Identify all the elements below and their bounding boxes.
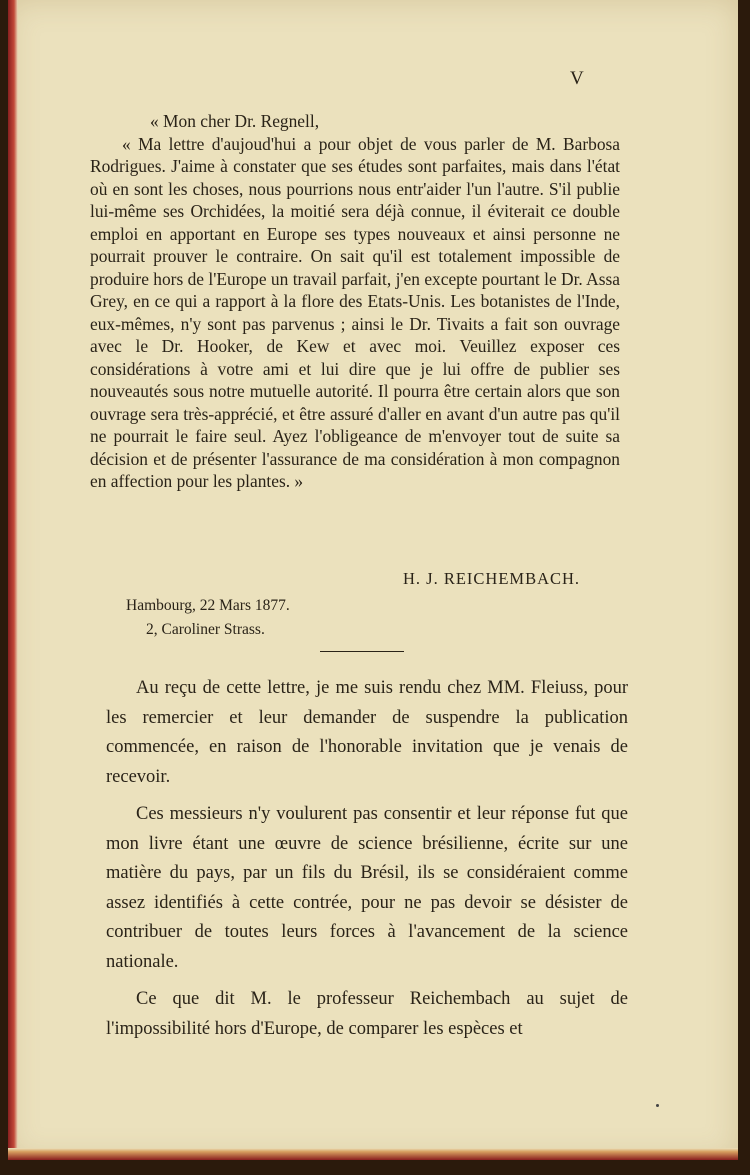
letter-place-date: Hambourg, 22 Mars 1877. xyxy=(126,597,290,614)
body-paragraph: Ces messieurs n'y voulurent pas consentir et leur réponse fut que mon livre étant une œuvre de science brésilienne, écrite sur une matière du pays, par un fils du Brésil, ils se considéraient comme assez identifiés à cette contrée, pour ne pas devoir se désister de contribuer de toutes leurs forces à l'avancement de la science nationale. xyxy=(106,804,628,972)
body-paragraph: Au reçu de cette lettre, je me suis rendu chez MM. Fleiuss, pour les remercier et leur demander de suspendre la publication commencée, en raison de l'honorable invitation que je venais de recevoir. xyxy=(106,678,628,787)
page-edge-left xyxy=(8,0,18,1160)
body-paragraph: Ce que dit M. le professeur Reichembach au sujet de l'impossibilité hors d'Europe, de comparer les espèces et xyxy=(106,989,628,1039)
letter-body: « Ma lettre d'aujoud'hui a pour objet de vous parler de M. Barbosa Rodrigues. J'aime à constater que ses études sont parfaites, mais dans l'état où en sont les choses, nous pourrions nous entr'aider l'un l'autre. S'il publie lui-même ses Orchidées, la moitié sera déjà connue, il éviterait ce double emploi en apportant en Europe ses types nouveaux et ainsi personne ne pourrait prouver le contraire. On sait qu'il est totalement impossible de produire hors de l'Europe un travail parfait, j'en excepte pourtant le Dr. Assa Grey, en ce qui a rapport à la flore des Etats-Unis. Les botanistes de l'Inde, eux-mêmes, n'y sont pas parvenus ; ainsi le Dr. Tivaits a fait son ouvrage avec le Dr. Hooker, de Kew et avec moi. Veuillez exposer ces considérations à votre ami et lui dire que je lui offre de publier ses nouveautés sous notre mutuelle autorité. Il pourra être certain alors que son ouvrage sera très-apprécié, et être assuré d'aller en avant d'un autre pas qu'il ne pourrait le faire seul. Ayez l'obligeance de m'envoyer tout de suite sa décision et de présenter l'assurance de ma considération à mon compagnon en affection pour les plantes. » xyxy=(90,133,620,491)
body-text xyxy=(106,674,628,1052)
paper-speck xyxy=(656,1104,659,1107)
quoted-letter xyxy=(90,110,620,493)
letter-place-date-block xyxy=(126,594,290,642)
letter-address: 2, Caroliner Strass. xyxy=(146,621,265,638)
section-divider xyxy=(320,651,404,652)
letter-signature: H. J. REICHEMBACH. xyxy=(403,569,581,588)
book-page xyxy=(8,0,738,1160)
page-number: V xyxy=(570,68,584,89)
letter-salutation: « Mon cher Dr. Regnell, xyxy=(150,111,320,131)
page-edge-bottom xyxy=(8,1148,738,1160)
